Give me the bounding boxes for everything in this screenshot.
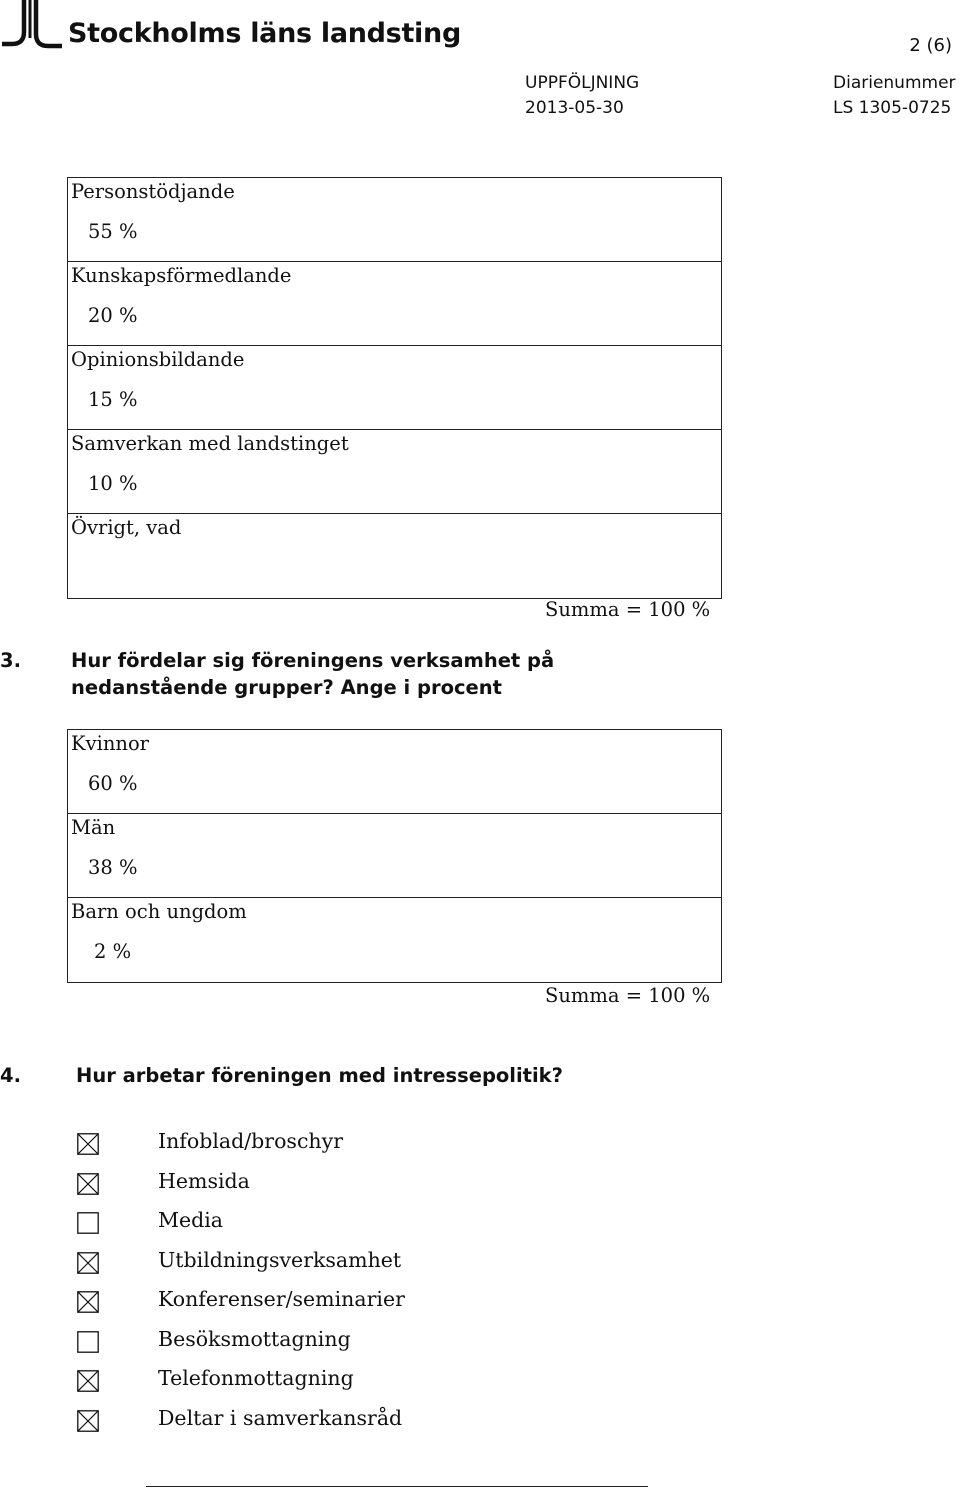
- row-value[interactable]: 20 %: [88, 304, 138, 327]
- row-label: Kunskapsförmedlande: [71, 264, 292, 287]
- table-row: [68, 178, 721, 262]
- row-value[interactable]: 15 %: [88, 388, 138, 411]
- ref-label: Diarienummer: [833, 73, 956, 93]
- table1-sum: Summa = 100 %: [545, 598, 711, 621]
- org-name: Stockholms läns landsting: [68, 18, 461, 49]
- checkbox-label: Media: [158, 1208, 224, 1232]
- checked-checkbox-icon[interactable]: [77, 1410, 99, 1432]
- row-value[interactable]: 55 %: [88, 220, 138, 243]
- row-label: Personstödjande: [71, 180, 235, 203]
- row-label: Samverkan med landstinget: [71, 432, 349, 455]
- question-3-line2: nedanstående grupper? Ange i procent: [71, 676, 502, 699]
- row-value[interactable]: 60 %: [88, 772, 138, 795]
- doc-date: 2013-05-30: [525, 98, 624, 118]
- row-value[interactable]: 10 %: [88, 472, 138, 495]
- checked-checkbox-icon[interactable]: [77, 1252, 99, 1274]
- row-value[interactable]: 38 %: [88, 856, 138, 879]
- activity-distribution-table: [67, 177, 722, 599]
- checkbox-label: Konferenser/seminarier: [158, 1287, 405, 1311]
- footer-divider: [146, 1486, 648, 1487]
- question-4-number: 4.: [0, 1064, 21, 1087]
- row-label: Opinionsbildande: [71, 348, 245, 371]
- org-logo: [2, 0, 461, 50]
- table-row: [68, 814, 721, 898]
- row-value[interactable]: 2 %: [94, 940, 132, 963]
- unchecked-checkbox-icon[interactable]: [77, 1212, 99, 1234]
- checkbox-label: Utbildningsverksamhet: [158, 1247, 402, 1272]
- checked-checkbox-icon[interactable]: [77, 1173, 99, 1195]
- row-label: Barn och ungdom: [71, 900, 247, 923]
- checked-checkbox-icon[interactable]: [77, 1291, 99, 1313]
- row-label: Män: [71, 816, 116, 839]
- question-3-number: 3.: [0, 649, 21, 672]
- table-row: [68, 346, 721, 430]
- checkbox-label: Infoblad/broschyr: [158, 1129, 344, 1153]
- row-label: Kvinnor: [71, 732, 149, 755]
- table-row: [68, 898, 721, 982]
- checkbox-label: Telefonmottagning: [158, 1366, 354, 1390]
- doc-type: UPPFÖLJNING: [525, 73, 640, 93]
- question-4-text: Hur arbetar föreningen med intressepolitik?: [76, 1064, 563, 1087]
- table-row: [68, 262, 721, 346]
- table2-sum: Summa = 100 %: [545, 984, 711, 1007]
- row-label: Övrigt, vad: [71, 516, 182, 539]
- checkbox-label: Hemsida: [158, 1168, 250, 1193]
- question-3-line1: Hur fördelar sig föreningens verksamhet på: [71, 649, 555, 672]
- page-number: 2 (6): [909, 35, 952, 56]
- unchecked-checkbox-icon[interactable]: [77, 1331, 99, 1353]
- table-row: [68, 430, 721, 514]
- checked-checkbox-icon[interactable]: [77, 1370, 99, 1392]
- landsting-logo-icon: [2, 0, 62, 50]
- checkbox-label: Besöksmottagning: [158, 1326, 351, 1351]
- checkbox-label: Deltar i samverkansråd: [158, 1405, 403, 1430]
- checked-checkbox-icon[interactable]: [77, 1133, 99, 1155]
- ref-number: LS 1305-0725: [833, 98, 952, 118]
- table-row: [68, 514, 721, 598]
- table-row: [68, 730, 721, 814]
- group-distribution-table: [67, 729, 722, 983]
